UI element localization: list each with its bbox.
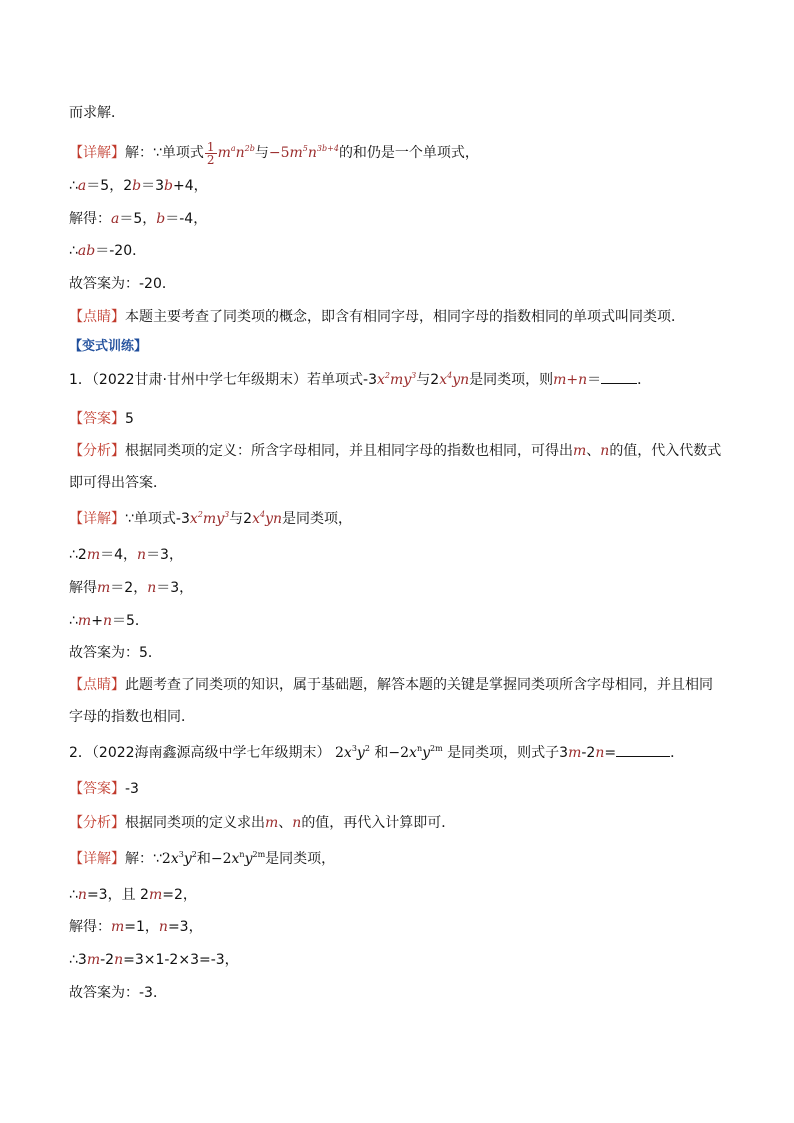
question-stem [69,371,651,389]
var-n: n [158,919,168,935]
text: 故答案为：-20． [69,276,176,292]
analysis-line [69,442,721,460]
text: =3， [167,919,203,935]
text: 故答案为：-3． [69,985,167,1001]
text: 的值，再代入计算即可． [301,815,456,831]
text: ＝-20． [95,243,147,259]
question-stem [69,744,684,762]
text: 而求解． [69,105,125,121]
answer-tag: 【答案】 [69,781,125,797]
comment-line [69,308,685,326]
var-n: n [77,887,87,903]
var-m: m [111,919,125,935]
text: 若单项式-3 [307,372,377,388]
text: 解：∵ [125,851,162,867]
text: ＝3， [146,547,183,563]
monomial: $x^4yn$ [252,510,283,527]
section-title: 【变式训练】 [69,339,148,354]
monomial: $-2x^ny^{2m}$ [388,744,443,761]
text: 、 [278,815,293,831]
text: ＝5， [119,211,157,227]
text: 根据同类项的定义：所含字母相同，并且相同字母的指数也相同，可得出 [125,443,573,459]
text: ＝5． [111,613,149,629]
question-number: 1． [69,372,92,388]
text: 与 [254,145,269,161]
text: ∴2 [69,547,87,563]
comment-tag: 【点睛】 [69,309,125,325]
text: 是同类项， [282,511,353,527]
var-m: m [86,547,101,563]
text: =2， [162,887,197,903]
sum-line [69,612,149,630]
answer-line [69,984,167,1002]
text: 的值，代入代数式 [609,443,722,459]
monomial: $m^5n^{3b+4}$ [289,144,339,161]
text: ∴3 [69,952,87,968]
answer-line [69,644,162,662]
var-m: m [265,815,279,831]
text: 与2 [416,372,440,388]
text: =1， [124,919,159,935]
analysis-tag: 【分析】 [69,443,125,459]
detail-tag: 【详解】 [69,511,125,527]
text: ＝5，2 [86,178,133,194]
var-ab: ab [77,243,96,259]
expr: m+n [553,372,588,388]
monomial: $m^an^{2b}$ [217,144,255,161]
detail-line [69,850,335,868]
var-n: n [137,547,147,563]
text: +4， [172,178,208,194]
var-b: b [164,178,173,194]
var-m: m [77,613,92,629]
equation-line [69,546,183,564]
detail-line [69,510,352,528]
text: 是同类项，则式子 [447,745,560,761]
text: =3，且 2 [86,887,149,903]
text: ＝4， [100,547,138,563]
var-m: m [568,745,582,761]
text: ∴ [69,178,78,194]
monomial: $2x^3y^2$ [330,744,370,761]
solution-line [69,918,203,936]
text: 3 [559,745,569,761]
text: 解得： [69,919,111,935]
text: ∵单项式-3 [125,511,190,527]
answer-line [69,780,139,798]
text-line [69,104,125,122]
frac-numerator: 1 [206,139,215,154]
var-m: m [86,952,101,968]
text: ＝ [587,372,602,388]
var-n: n [114,952,124,968]
text: 是同类项，则 [469,372,554,388]
equation-line [69,177,208,195]
monomial: $x^4yn$ [439,371,470,388]
detail-line [69,140,479,166]
monomial: $-2x^ny^{2m}$ [210,850,266,867]
var-n: n [292,815,302,831]
text: 本题主要考查了同类项的概念，即含有相同字母，相同字母的指数相同的单项式叫同类项． [125,309,685,325]
answer-blank[interactable] [601,371,637,384]
text: 解：∵单项式 [125,145,204,161]
frac-denominator: 2 [206,152,215,167]
var-n: n [102,613,112,629]
detail-tag: 【详解】 [69,145,125,161]
calc-line [69,951,239,969]
text: -2 [100,952,115,968]
answer-blank[interactable] [616,744,670,757]
var-a: a [77,178,87,194]
comment-line-2 [69,708,195,726]
text: 即可得出答案． [69,475,167,491]
monomial: $2x^3y^2$ [161,850,197,867]
text: ． [670,745,685,761]
text: 解得： [69,211,111,227]
text: ＝2， [110,580,148,596]
fraction [205,141,217,166]
text: -2 [581,745,596,761]
comment-line [69,676,713,694]
var-m: m [573,443,587,459]
answer-line [69,275,176,293]
text: 解得 [69,580,97,596]
text: + [91,613,103,629]
text: 和 [196,851,211,867]
question-source: （2022甘肃·甘州中学七年级期末） [91,372,308,388]
text: 、 [586,443,601,459]
var-a: a [111,211,120,227]
question-number: 2． [69,745,92,761]
text: ＝3 [141,178,164,194]
text: ∴ [69,613,78,629]
var-m: m [97,580,111,596]
var-n: n [600,443,610,459]
text: 根据同类项的定义求出 [125,815,265,831]
var-n: n [595,745,605,761]
text: = [604,745,617,761]
analysis-line [69,814,455,832]
text: 此题考查了同类项的知识，属于基础题，解答本题的关键是掌握同类项所含字母相同，并且相同 [125,677,713,693]
question-source: （2022海南鑫源高级中学七年级期末） [91,745,331,761]
analysis-line-2 [69,474,167,492]
text: ＝3， [156,580,194,596]
text: ∴ [69,887,78,903]
var-b: b [156,211,166,227]
var-n: n [147,580,157,596]
coef: −5 [268,145,290,161]
detail-tag: 【详解】 [69,851,125,867]
text: 和 [374,745,389,761]
answer-value: -3 [125,781,139,797]
var-m: m [148,887,163,903]
answer-tag: 【答案】 [69,411,125,427]
text: 故答案为：5． [69,645,162,661]
text: 字母的指数也相同． [69,709,195,725]
analysis-tag: 【分析】 [69,815,125,831]
monomial: $x^2my^3$ [189,510,230,527]
text: =3×1-2×3=-3， [123,952,239,968]
text: ∴ [69,243,78,259]
text: ． [637,372,652,388]
comment-tag: 【点睛】 [69,677,125,693]
text: 的和仍是一个单项式， [338,145,479,161]
solution-line [69,579,193,597]
equation-line [69,886,197,904]
solution-line [69,210,207,228]
answer-line [69,410,134,428]
answer-value: 5 [125,411,134,427]
monomial: $x^2my^3$ [376,371,417,388]
var-b: b [132,178,142,194]
text: 与2 [229,511,253,527]
product-line [69,242,146,260]
text: ＝-4， [165,211,208,227]
text: 是同类项， [265,851,336,867]
